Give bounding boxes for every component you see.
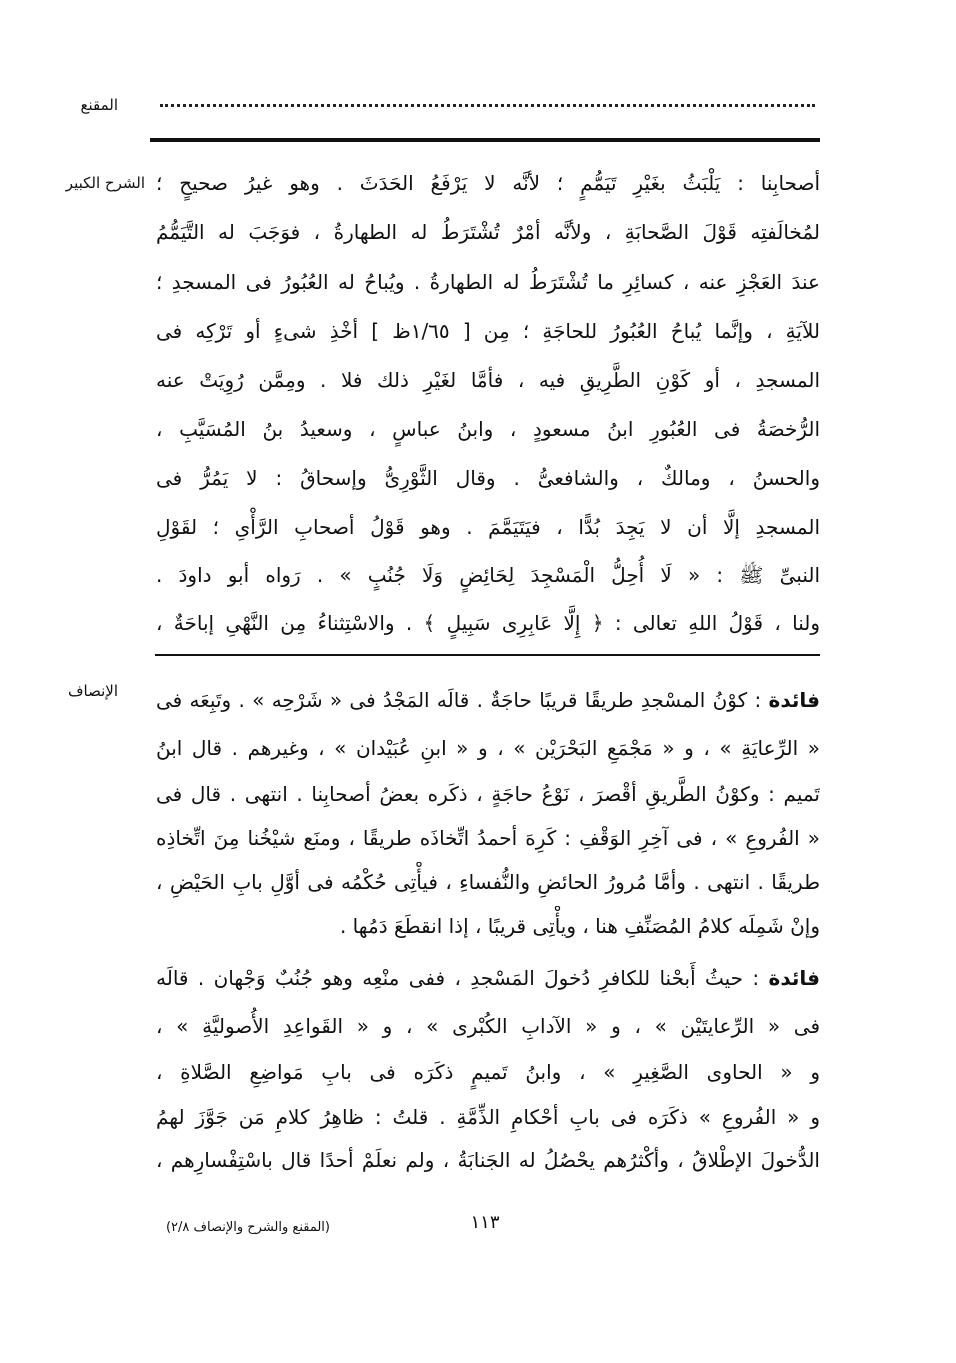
insaf-line: « الفُروعِ » ، فى آخِرِ الوَقْفِ : كَرِهَ أحمدُ اتِّخاذَه طريقًا ، ومنَع شيْخُنا مِنَ اتِّخاذِه bbox=[156, 826, 820, 850]
insaf-line bbox=[156, 958, 820, 998]
header-dotted-leader bbox=[160, 104, 815, 107]
sharh-line: أصحابِنا : يَلْبَثُ بغَيْرِ تَيَمُّمٍ ؛ لأنَّه لا يَرْفَعُ الحَدَثَ . وهو غيرُ صحيحٍ ؛ bbox=[156, 171, 820, 195]
sharh-line: الرُّخصَةُ فى العُبُورِ ابنُ مسعودٍ ، وابنُ عباسٍ ، وسعيدُ بنُ المُسَيَّبِ ، bbox=[156, 417, 820, 441]
page-number: ١١٣ bbox=[470, 1212, 500, 1233]
insaf-line: و « الفُروعِ » ذكَرَه فى بابِ أحْكامِ الذِّمَّةِ . قلتُ : ظاهِرُ كلامِ مَن جَوَّزَ لهمُ bbox=[156, 1105, 820, 1129]
sharh-line: والحسنُ ، ومالكٌ ، والشافعىُّ . وقال الثَّوْرِىُّ وإسحاقُ : لا يَمُرُّ فى bbox=[156, 466, 820, 490]
faida-heading: فائدة bbox=[768, 688, 820, 712]
insaf-line: و « الحاوى الصَّغِيرِ » ، وابنُ تَميمٍ ذكَرَه فى بابِ مَواضِعِ الصَّلاةِ ، bbox=[156, 1060, 820, 1084]
sharh-line: للآيَةِ ، وإنَّما يُباحُ العُبُورُ للحاجَةِ ؛ مِن [ ١/٦٥ظ ] أخْذِ شىءٍ أو تَرْكِه فى bbox=[156, 319, 820, 343]
sharh-line: النبىِّ ﷺ : « لَا أُحِلُّ الْمَسْجِدَ لِحَائِضٍ وَلَا جُنُبٍ » . رَواه أبو داودَ . bbox=[156, 563, 820, 587]
printer-signature: (المقنع والشرح والإنصاف ٢/٨) bbox=[165, 1220, 330, 1235]
insaf-margin-label: الإنصاف bbox=[67, 682, 118, 700]
insaf-line: وإنْ شَمِلَه كلامُ المُصَنِّفِ هنا ، ويأْتِى قريبًا ، إذا انقطَعَ دَمُها . bbox=[339, 914, 820, 938]
insaf-line bbox=[156, 680, 820, 720]
sharh-line: لمُخالَفتِه قَوْلَ الصَّحابَةِ ، ولأنَّه أمْرٌ تُشْتَرَطُ له الطهارةُ ، فوَجَبَ له التَّيَمُّمُ bbox=[156, 220, 820, 244]
sharh-line: المسجدِ إلَّا أن لا يَجِدَ بُدًّا ، فيَتَيَمَّمَ . وهو قَوْلُ أصحابِ الرَّأْىِ ؛ لقَوْلِ bbox=[156, 515, 820, 539]
sharh-line: عندَ العَجْزِ عنه ، كسائِرِ ما تُشْتَرَطُ له الطهارةُ . ويُباحُ له العُبُورُ فى المسجدِ ؛ bbox=[156, 270, 820, 294]
insaf-line: « الرِّعايَةِ » ، و « مَجْمَعِ البَحْرَيْن » ، و « ابنِ عُبَيْدان » ، وغيرهم . قال ابنُ bbox=[156, 736, 820, 760]
faida-heading: فائدة bbox=[768, 966, 820, 990]
sharh-line: ولنا ، قَوْلُ اللهِ تعالى : ﴿ إِلَّا عَابِرِى سَبِيلٍ ﴾ . والاسْتِثناءُ مِن النَّهْىِ إباحَةٌ ، bbox=[156, 611, 820, 635]
insaf-line-text: : حيثُ أَبحْنا للكافرِ دُخولَ المَسْجدِ ، ففى منْعِه وهو جُنُبٌ وَجْهان . قالَه bbox=[156, 966, 760, 990]
insaf-line: تَميم : وكوْنُ الطَّريقِ أقْصرَ ، نَوْعُ حاجَةٍ ، ذكَره بعضُ أصحابِنا . انتهى . قال فى bbox=[156, 782, 820, 806]
section-divider bbox=[155, 654, 820, 656]
header-rule bbox=[150, 138, 820, 142]
running-header-title: المقنع bbox=[80, 96, 118, 114]
sharh-line: المسجدِ ، أو كَوْنِ الطَّرِيقِ فيه ، فأمَّا لغَيْرِ ذلك فلا . ومِمَّن رُوِيَتْ عنه bbox=[156, 368, 820, 392]
insaf-line: طريقًا . انتهى . وأمَّا مُرورُ الحائضِ والنُّفساءِ ، فيأْتِى حُكْمُه فى أوَّلِ بابِ الحَيْضِ ، bbox=[156, 870, 820, 894]
sharh-margin-label: الشرح الكبير bbox=[65, 174, 145, 192]
insaf-line: فى « الرِّعايتَيْن » ، و « الآدابِ الكُبْرى » ، و « القَواعِدِ الأُصوليَّةِ » ، bbox=[156, 1014, 820, 1038]
insaf-line: الدُّخولَ الإطْلاقُ ، وأكْثرُهم يحْصُلُ له الجَنابَةُ ، ولم نعلَمْ أحدًا قال باسْتِفْسارِهم ، bbox=[156, 1148, 820, 1172]
insaf-line-text: : كوْنُ المسْجدِ طريقًا قريبًا حاجَةٌ . قالَه المَجْدُ فى « شَرْحِه » . وتَبِعَه فى bbox=[156, 688, 762, 712]
